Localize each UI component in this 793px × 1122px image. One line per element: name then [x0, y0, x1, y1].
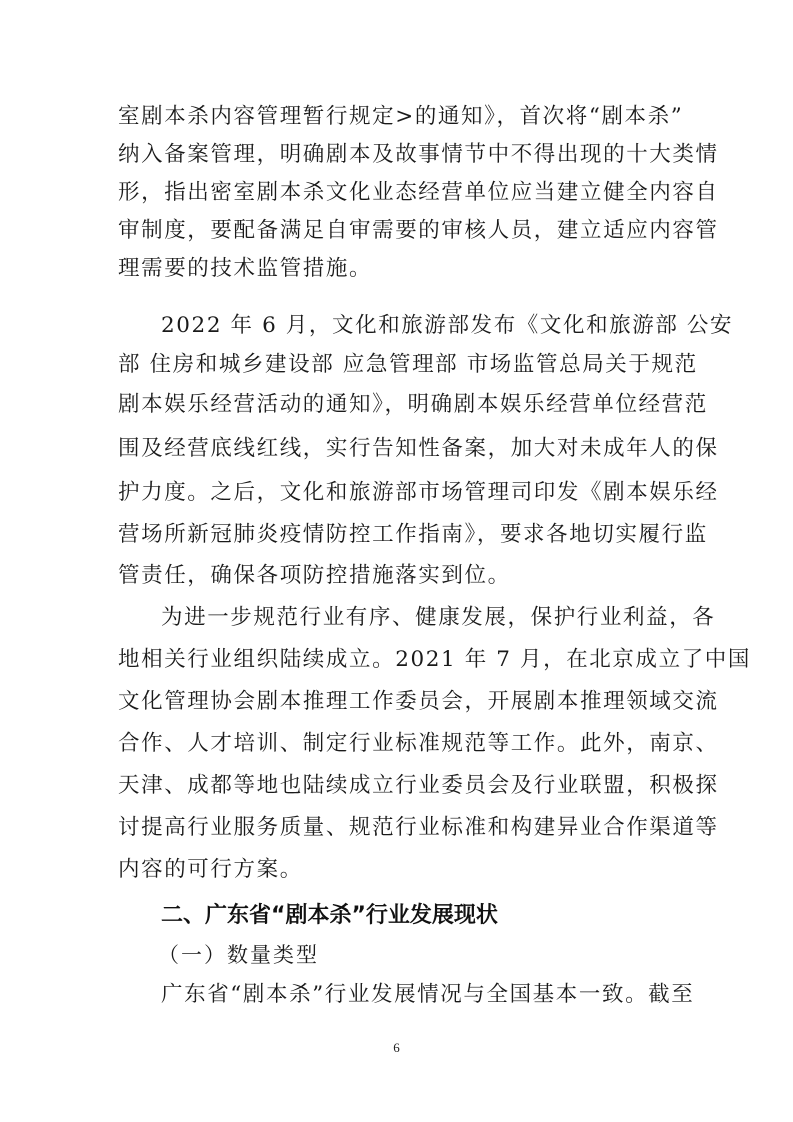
paragraph-3-line-7: 内容的可行方案。 [118, 857, 303, 882]
paragraph-2-line-3: 剧本娱乐经营活动的通知》，明确剧本娱乐经营单位经营范 [118, 392, 708, 417]
paragraph-3-line-2: 地相关行业组织陆续成立。2021 年 7 月，在北京成立了中国 [118, 647, 751, 672]
paragraph-4-line-1: 广东省“剧本杀”行业发展情况与全国基本一致。截至 [161, 982, 695, 1007]
paragraph-1-line-1: 室剧本杀内容管理暂行规定>的通知》，首次将“剧本杀” [118, 104, 684, 129]
section-heading: 二、广东省“剧本杀”行业发展现状 [161, 903, 498, 928]
paragraph-2-line-2: 部 住房和城乡建设部 应急管理部 市场监管总局关于规范 [118, 352, 698, 377]
paragraph-2-line-6: 营场所新冠肺炎疫情防控工作指南》，要求各地切实履行监 [118, 522, 708, 547]
page-number: 6 [393, 1040, 400, 1055]
paragraph-3-line-6: 讨提高行业服务质量、规范行业标准和构建异业合作渠道等 [118, 815, 719, 840]
paragraph-3-line-3: 文化管理协会剧本推理工作委员会，开展剧本推理领域交流 [118, 689, 719, 714]
subsection-heading: （一）数量类型 [158, 943, 319, 967]
paragraph-2-line-4: 围及经营底线红线，实行告知性备案，加大对未成年人的保 [118, 436, 719, 461]
paragraph-1-line-5: 理需要的技术监管措施。 [118, 256, 373, 281]
paragraph-1-line-3: 形，指出密室剧本杀文化业态经营单位应当建立健全内容自 [118, 180, 719, 205]
paragraph-3-line-4: 合作、人才培训、制定行业标准规范等工作。此外，南京、 [118, 731, 719, 756]
paragraph-3-line-5: 天津、成都等地也陆续成立行业委员会及行业联盟，积极探 [118, 773, 719, 798]
paragraph-3-line-1: 为进一步规范行业有序、健康发展，保护行业利益，各 [161, 605, 716, 630]
paragraph-2-line-1: 2022 年 6 月，文化和旅游部发布《文化和旅游部 公安 [161, 313, 734, 338]
paragraph-1-line-2: 纳入备案管理，明确剧本及故事情节中不得出现的十大类情 [118, 142, 719, 167]
paragraph-1-line-4: 审制度，要配备满足自审需要的审核人员，建立适应内容管 [118, 218, 719, 243]
paragraph-2-line-7: 管责任，确保各项防控措施落实到位。 [118, 563, 511, 588]
paragraph-2-line-5: 护力度。之后，文化和旅游部市场管理司印发《剧本娱乐经 [118, 480, 719, 505]
